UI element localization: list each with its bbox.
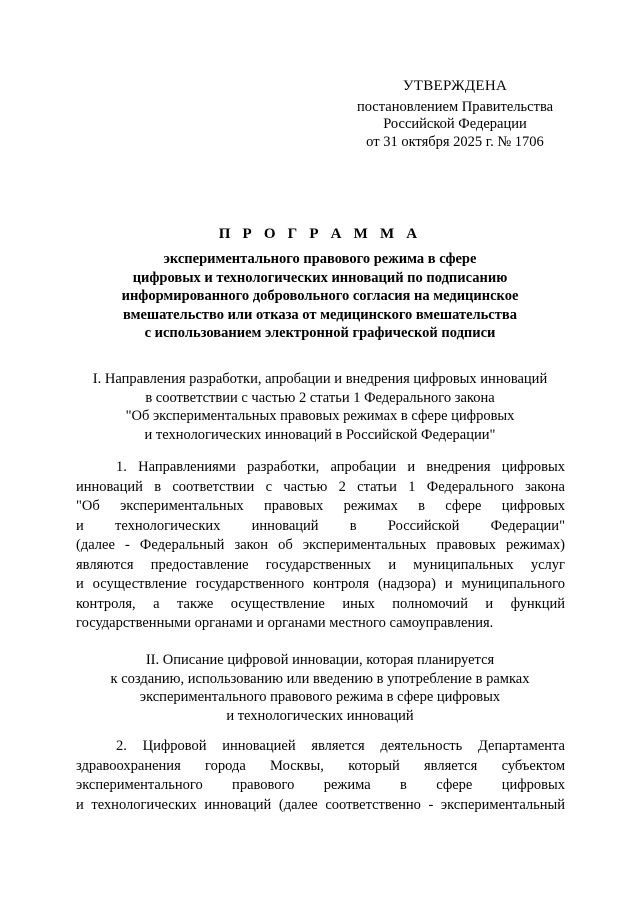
- program-subtitle-line: с использованием электронной графической подписи: [144, 325, 496, 342]
- paragraph-line: являются предоставление государственных и муниципальных услуг: [76, 556, 565, 573]
- section-heading-line: к созданию, использованию или введению в употребление в рамках: [110, 670, 530, 687]
- section-heading-line: экспериментального правового режима в сфере цифровых: [139, 689, 501, 706]
- section-heading-line: в соответствии с частью 2 статьи 1 Федерального закона: [145, 389, 495, 406]
- approval-heading: УТВЕРЖДЕНА: [402, 78, 508, 94]
- paragraph-line: контроля, а также осуществление иных полномочий и функций: [76, 595, 565, 612]
- program-subtitle: [70, 250, 570, 343]
- section-heading-line: и технологических инноваций в Российской Федерации": [144, 426, 496, 443]
- section-2-heading: [70, 651, 570, 725]
- program-title: П Р О Г Р А М М А: [218, 226, 422, 242]
- approval-stamp: [340, 78, 570, 151]
- program-subtitle-line: экспериментального правового режима в сфере: [163, 251, 477, 267]
- program-subtitle-line: вмешательство или отказа от медицинского вмешательства: [123, 306, 517, 323]
- section-heading-line: "Об экспериментальных правовых режимах в сфере цифровых: [125, 408, 515, 425]
- section-heading-line: и технологических инноваций: [226, 707, 414, 724]
- paragraph-line: и технологических инноваций (далее соответственно - экспериментальный: [76, 796, 565, 813]
- paragraph-line: здравоохранения города Москвы, который является субъектом: [76, 757, 565, 774]
- paragraph-line: 1. Направлениями разработки, апробации и внедрения цифровых: [116, 459, 565, 475]
- paragraph-line: инноваций в соответствии с частью 2 статьи 1 Федерального закона: [76, 478, 565, 495]
- program-subtitle-line: цифровых и технологических инноваций по подписанию: [132, 269, 508, 286]
- approval-line: постановлением Правительства: [356, 98, 554, 115]
- paragraph-line: государственными органами и органами местного самоуправления.: [76, 615, 494, 631]
- section-2-paragraph: [76, 737, 565, 815]
- paragraph-line: "Об экспериментальных правовых режимах в сфере цифровых: [76, 498, 565, 514]
- paragraph-line: и осуществление государственного контроля (надзора) и муниципального: [76, 576, 565, 592]
- section-heading-line: II. Описание цифровой инновации, которая планируется: [145, 652, 495, 668]
- program-subtitle-line: информированного добровольного согласия на медицинское: [121, 288, 519, 305]
- paragraph-line: 2. Цифровой инновацией является деятельность Департамента: [116, 738, 565, 754]
- approval-line: Российской Федерации: [383, 116, 527, 133]
- section-1-paragraph: [76, 458, 565, 634]
- paragraph-line: (далее - Федеральный закон об экспериментальных правовых режимах): [76, 537, 565, 553]
- paragraph-line: экспериментального правового режима в сфере цифровых: [76, 777, 565, 793]
- section-heading-line: I. Направления разработки, апробации и внедрения цифровых инноваций: [92, 371, 548, 387]
- section-1-heading: [70, 370, 570, 444]
- approval-line: от 31 октября 2025 г. № 1706: [366, 133, 544, 150]
- paragraph-line: и технологических инноваций в Российской Федерации": [76, 517, 565, 534]
